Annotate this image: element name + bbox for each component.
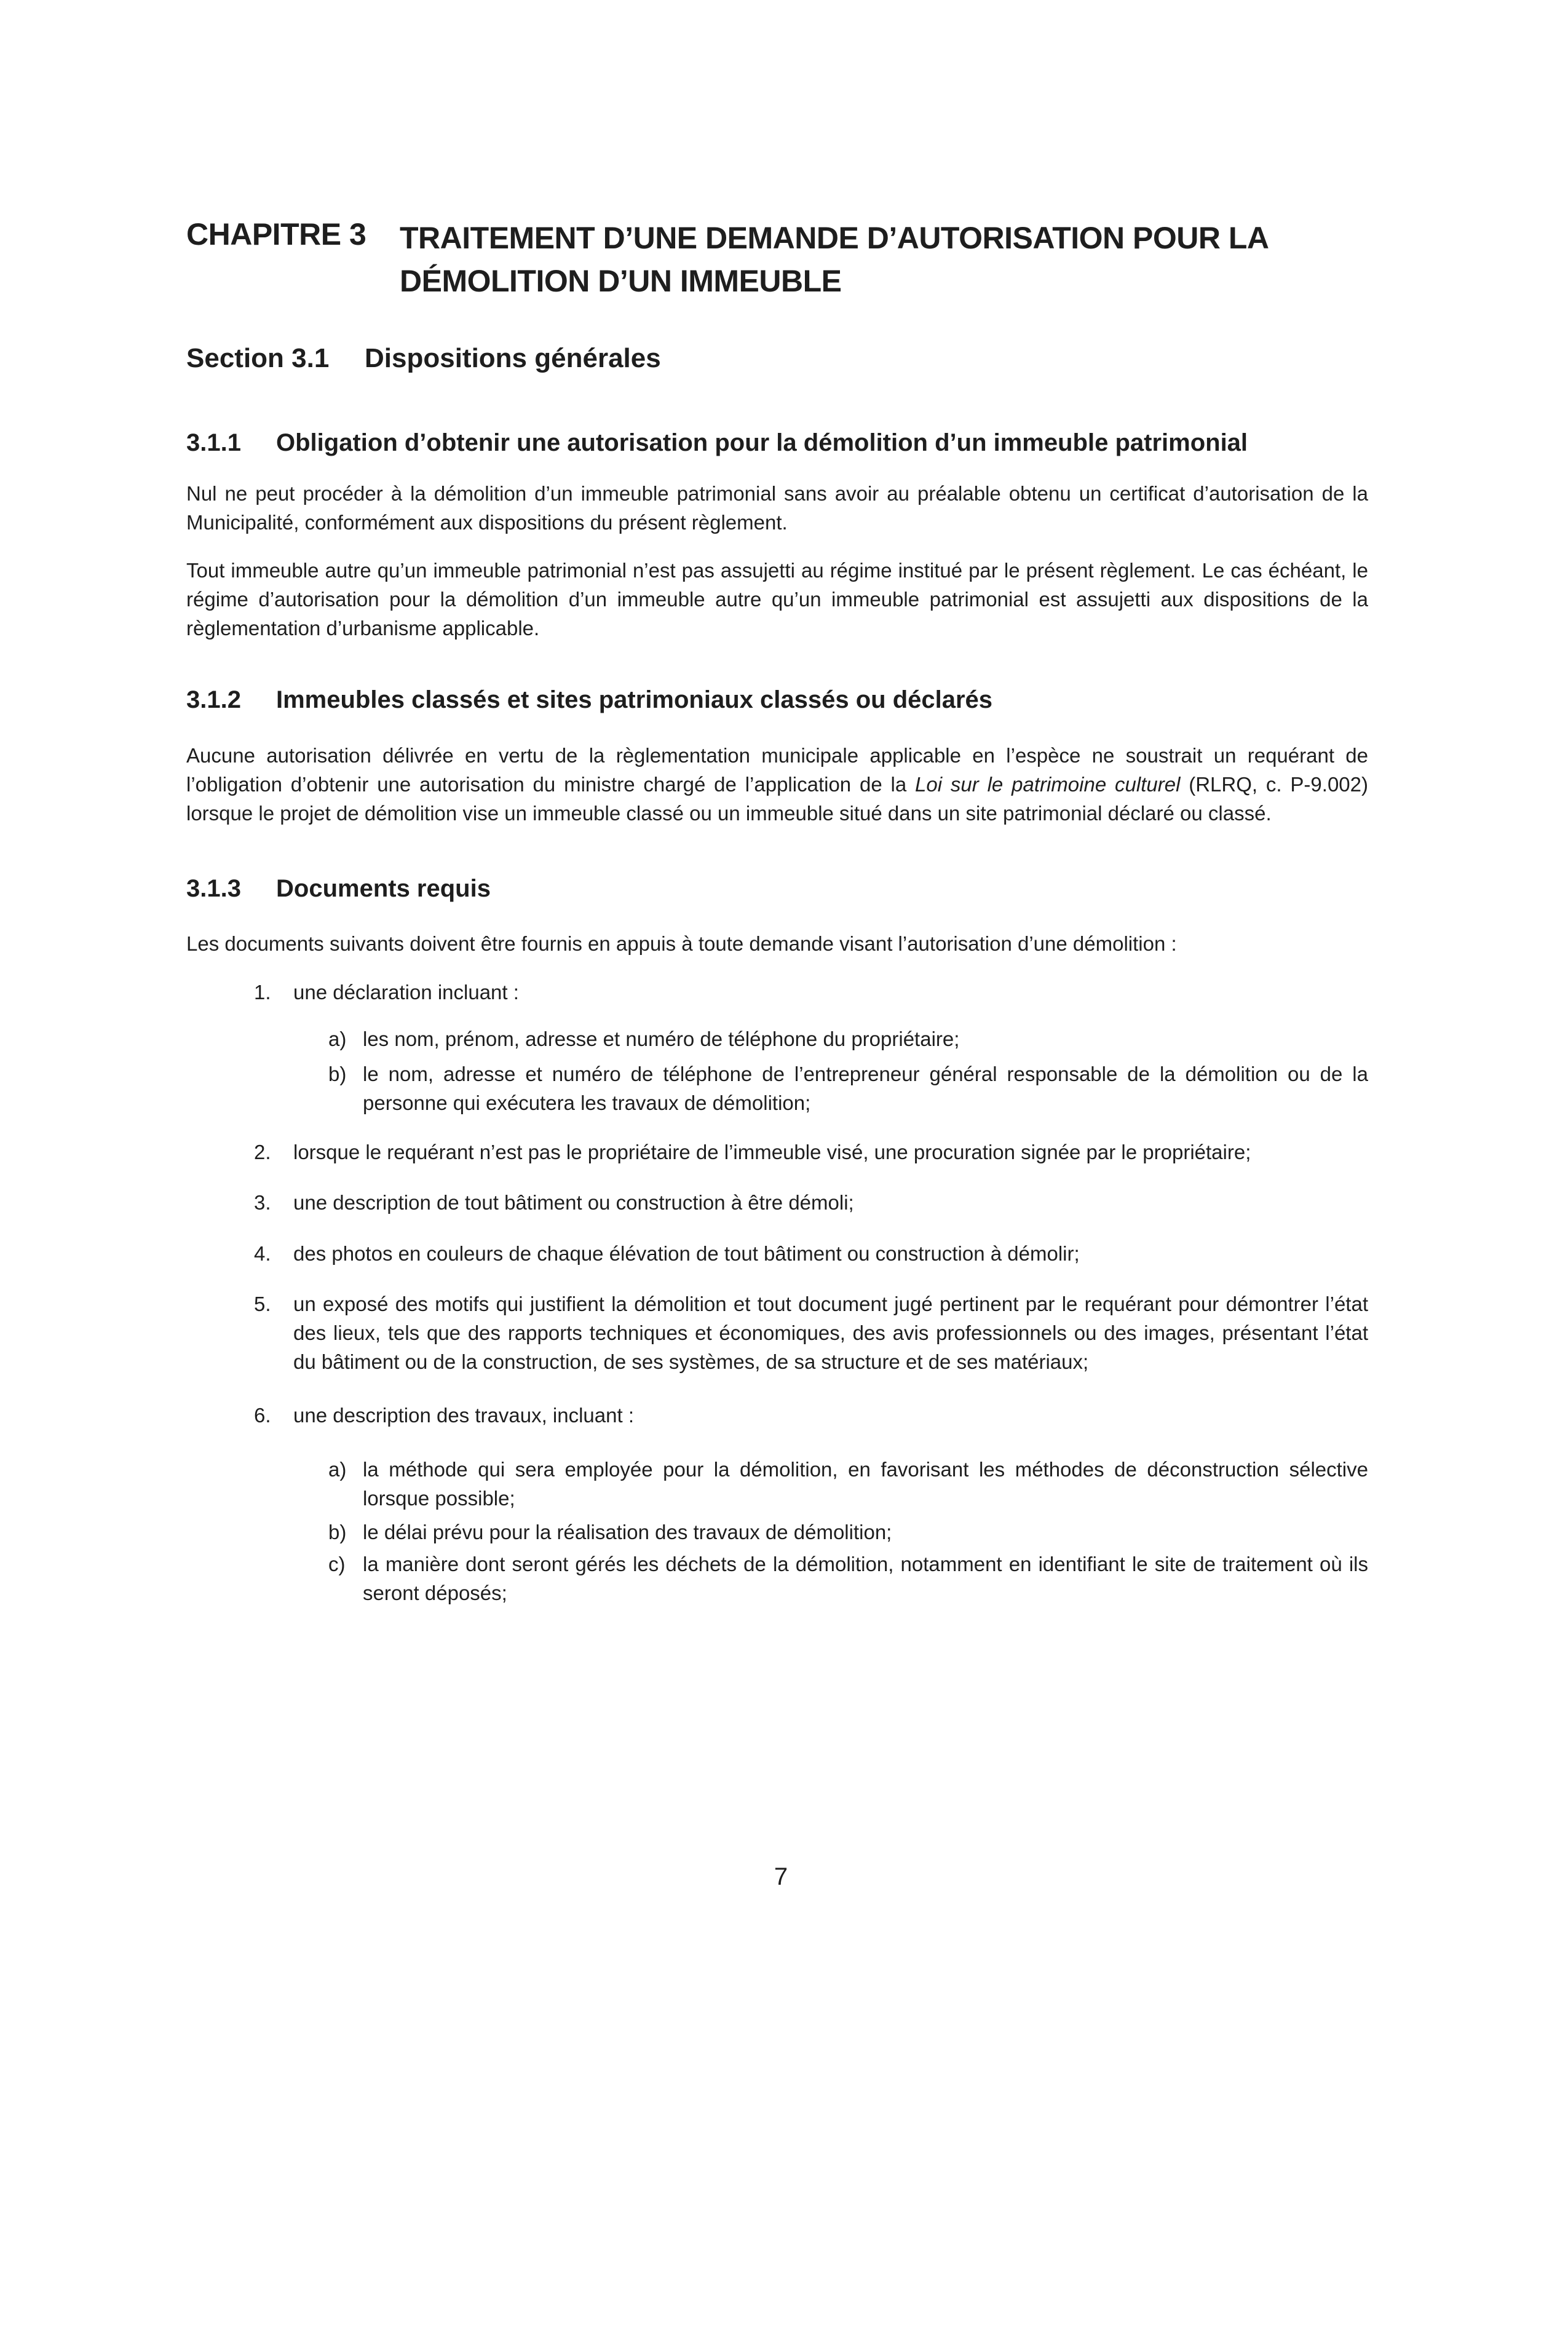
list-item-number: 1. [254, 981, 271, 1004]
law-title: Loi sur le patrimoine culturel [915, 773, 1181, 796]
list-item-number: 3. [254, 1191, 271, 1214]
sub-list-item-letter: c) [328, 1553, 346, 1575]
sub-list-item-letter: b) [328, 1063, 347, 1085]
list-item-text: des photos en couleurs de chaque élévation de tout bâtiment ou construction à démolir; [293, 1242, 1080, 1265]
article-number: 3.1.2 [186, 686, 241, 713]
section-title: Dispositions générales [365, 343, 661, 373]
list-item-text: une déclaration incluant : [293, 981, 519, 1004]
article-heading [186, 429, 1416, 466]
sub-list-item-letter: a) [328, 1458, 347, 1481]
list-item-text: une description de tout bâtiment ou construction à être démoli; [293, 1191, 854, 1214]
sub-list-item-text: les nom, prénom, adresse et numéro de téléphone du propriétaire; [363, 1028, 960, 1050]
article-heading [186, 875, 1416, 912]
sub-list-item-text: la méthode qui sera employée pour la démolition, en favorisant les méthodes de déconstruction sélective lorsque possible; [363, 1458, 1368, 1510]
sub-list-item-text: la manière dont seront gérés les déchets de la démolition, notamment en identifiant le site de traitement où ils seront déposés; [363, 1553, 1368, 1604]
list-item-number: 5. [254, 1293, 271, 1315]
list-item-number: 4. [254, 1242, 271, 1265]
sub-list-item-text: le délai prévu pour la réalisation des travaux de démolition; [363, 1521, 892, 1543]
list-item-text: un exposé des motifs qui justifient la démolition et tout document jugé pertinent par le requérant pour démontrer l’état des lieux, tels que des rapports techniques et économiques, des avis professionnels ou des images, présentant l’état du bâtiment ou de la construction, de ses systèmes, de sa structure et de ses matériaux; [293, 1293, 1368, 1373]
paragraph-text: Aucune autorisation délivrée en vertu de la règlementation municipale applicable en l’espèce ne soustrait un requérant de l’obligation d’obtenir une autorisation du ministre chargé de l’application de la [186, 744, 1368, 796]
list-item-number: 2. [254, 1141, 271, 1163]
sub-list-item-text: le nom, adresse et numéro de téléphone de l’entrepreneur général responsable de la démolition ou de la personne qui exécutera les travaux de démolition; [363, 1063, 1368, 1114]
chapter-title: TRAITEMENT D’UNE DEMANDE D’AUTORISATION POUR LA DÉMOLITION D’UN IMMEUBLE [400, 221, 1268, 298]
sub-list-item-letter: b) [328, 1521, 347, 1543]
paragraph: Nul ne peut procéder à la démolition d’un immeuble patrimonial sans avoir au préalable obtenu un certificat d’autorisation de la Municipalité, conformément aux dispositions du présent règlement. [186, 482, 1368, 534]
article-number: 3.1.1 [186, 429, 241, 456]
chapter-number: CHAPITRE 3 [186, 217, 366, 252]
article-title: Obligation d’obtenir une autorisation pour la démolition d’un immeuble patrimonial [276, 429, 1248, 456]
article-heading [186, 686, 1416, 723]
sub-list-item-letter: a) [328, 1028, 347, 1050]
article-title: Immeubles classés et sites patrimoniaux classés ou déclarés [276, 686, 993, 713]
page-number: 7 [774, 1863, 788, 1890]
paragraph: Les documents suivants doivent être fournis en appuis à toute demande visant l’autorisation d’une démolition : [186, 932, 1177, 955]
list-item-text: lorsque le requérant n’est pas le propriétaire de l’immeuble visé, une procuration signée par le propriétaire; [293, 1141, 1251, 1163]
section-number: Section 3.1 [186, 343, 330, 373]
article-title: Documents requis [276, 875, 491, 902]
paragraph: Tout immeuble autre qu’un immeuble patrimonial n’est pas assujetti au régime institué par le présent règlement. Le cas échéant, le régime d’autorisation pour la démolition d’un immeuble autre qu’un immeuble patrimonial est assujetti aux dispositions de la règlementation d’urbanisme applicable. [186, 559, 1368, 640]
list-item-number: 6. [254, 1404, 271, 1427]
paragraph [186, 741, 1368, 828]
article-number: 3.1.3 [186, 875, 241, 902]
paragraph-text: (RLRQ, c. P-9.002) lorsque le projet de démolition vise un immeuble classé ou un immeuble situé dans un site patrimonial déclaré ou classé. [186, 773, 1368, 825]
list-item-text: une description des travaux, incluant : [293, 1404, 634, 1427]
